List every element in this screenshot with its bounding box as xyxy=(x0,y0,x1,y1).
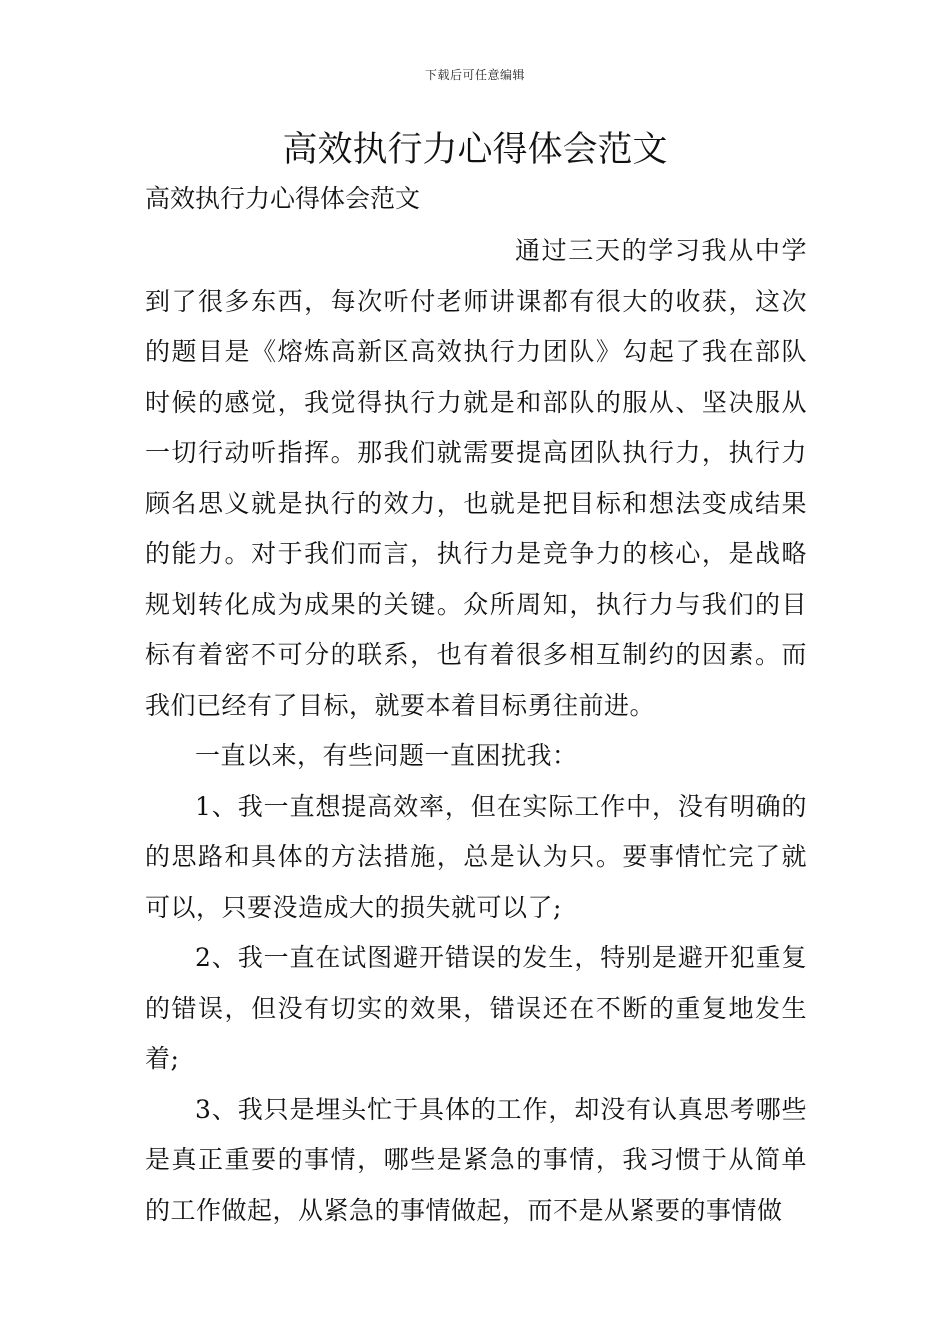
document-subtitle: 高效执行力心得体会范文 xyxy=(145,184,421,213)
paragraph-problems-intro: 一直以来，有些问题一直困扰我： xyxy=(195,741,578,770)
document-body xyxy=(145,226,807,1236)
header-note: 下载后可任意编辑 xyxy=(424,68,525,82)
paragraph-intro: 通过三天的学习我从中学到了很多东西，每次听付老师讲课都有很大的收获，这次的题目是《熔炼高新区高效执行力团队》勾起了我在部队时候的感觉，我觉得执行力就是和部队的服从、坚决服从一切行动听指挥。那我们就需要提高团队执行力，执行力顾名思义就是执行的效力，也就是把目标和想法变成结果的能力。对于我们而言，执行力是竞争力的核心，是战略规划转化成为成果的关键。众所周知，执行力与我们的目标有着密不可分的联系，也有着很多相互制约的因素。而我们已经有了目标，就要本着目标勇往前进。 xyxy=(145,236,807,720)
document-title: 高效执行力心得体会范文 xyxy=(282,130,668,170)
paragraph-problem-2: 2、我一直在试图避开错误的发生，特别是避开犯重复的错误，但没有切实的效果，错误还在不断的重复地发生着; xyxy=(145,943,807,1073)
paragraph-problem-3: 3、我只是埋头忙于具体的工作，却没有认真思考哪些是真正重要的事情，哪些是紧急的事情，我习惯于从简单的工作做起，从紧急的事情做起，而不是从紧要的事情做 xyxy=(145,1094,807,1225)
paragraph-problem-1: 1、我一直想提高效率，但在实际工作中，没有明确的的思路和具体的方法措施，总是认为只。要事情忙完了就可以，只要没造成大的损失就可以了; xyxy=(145,791,807,922)
